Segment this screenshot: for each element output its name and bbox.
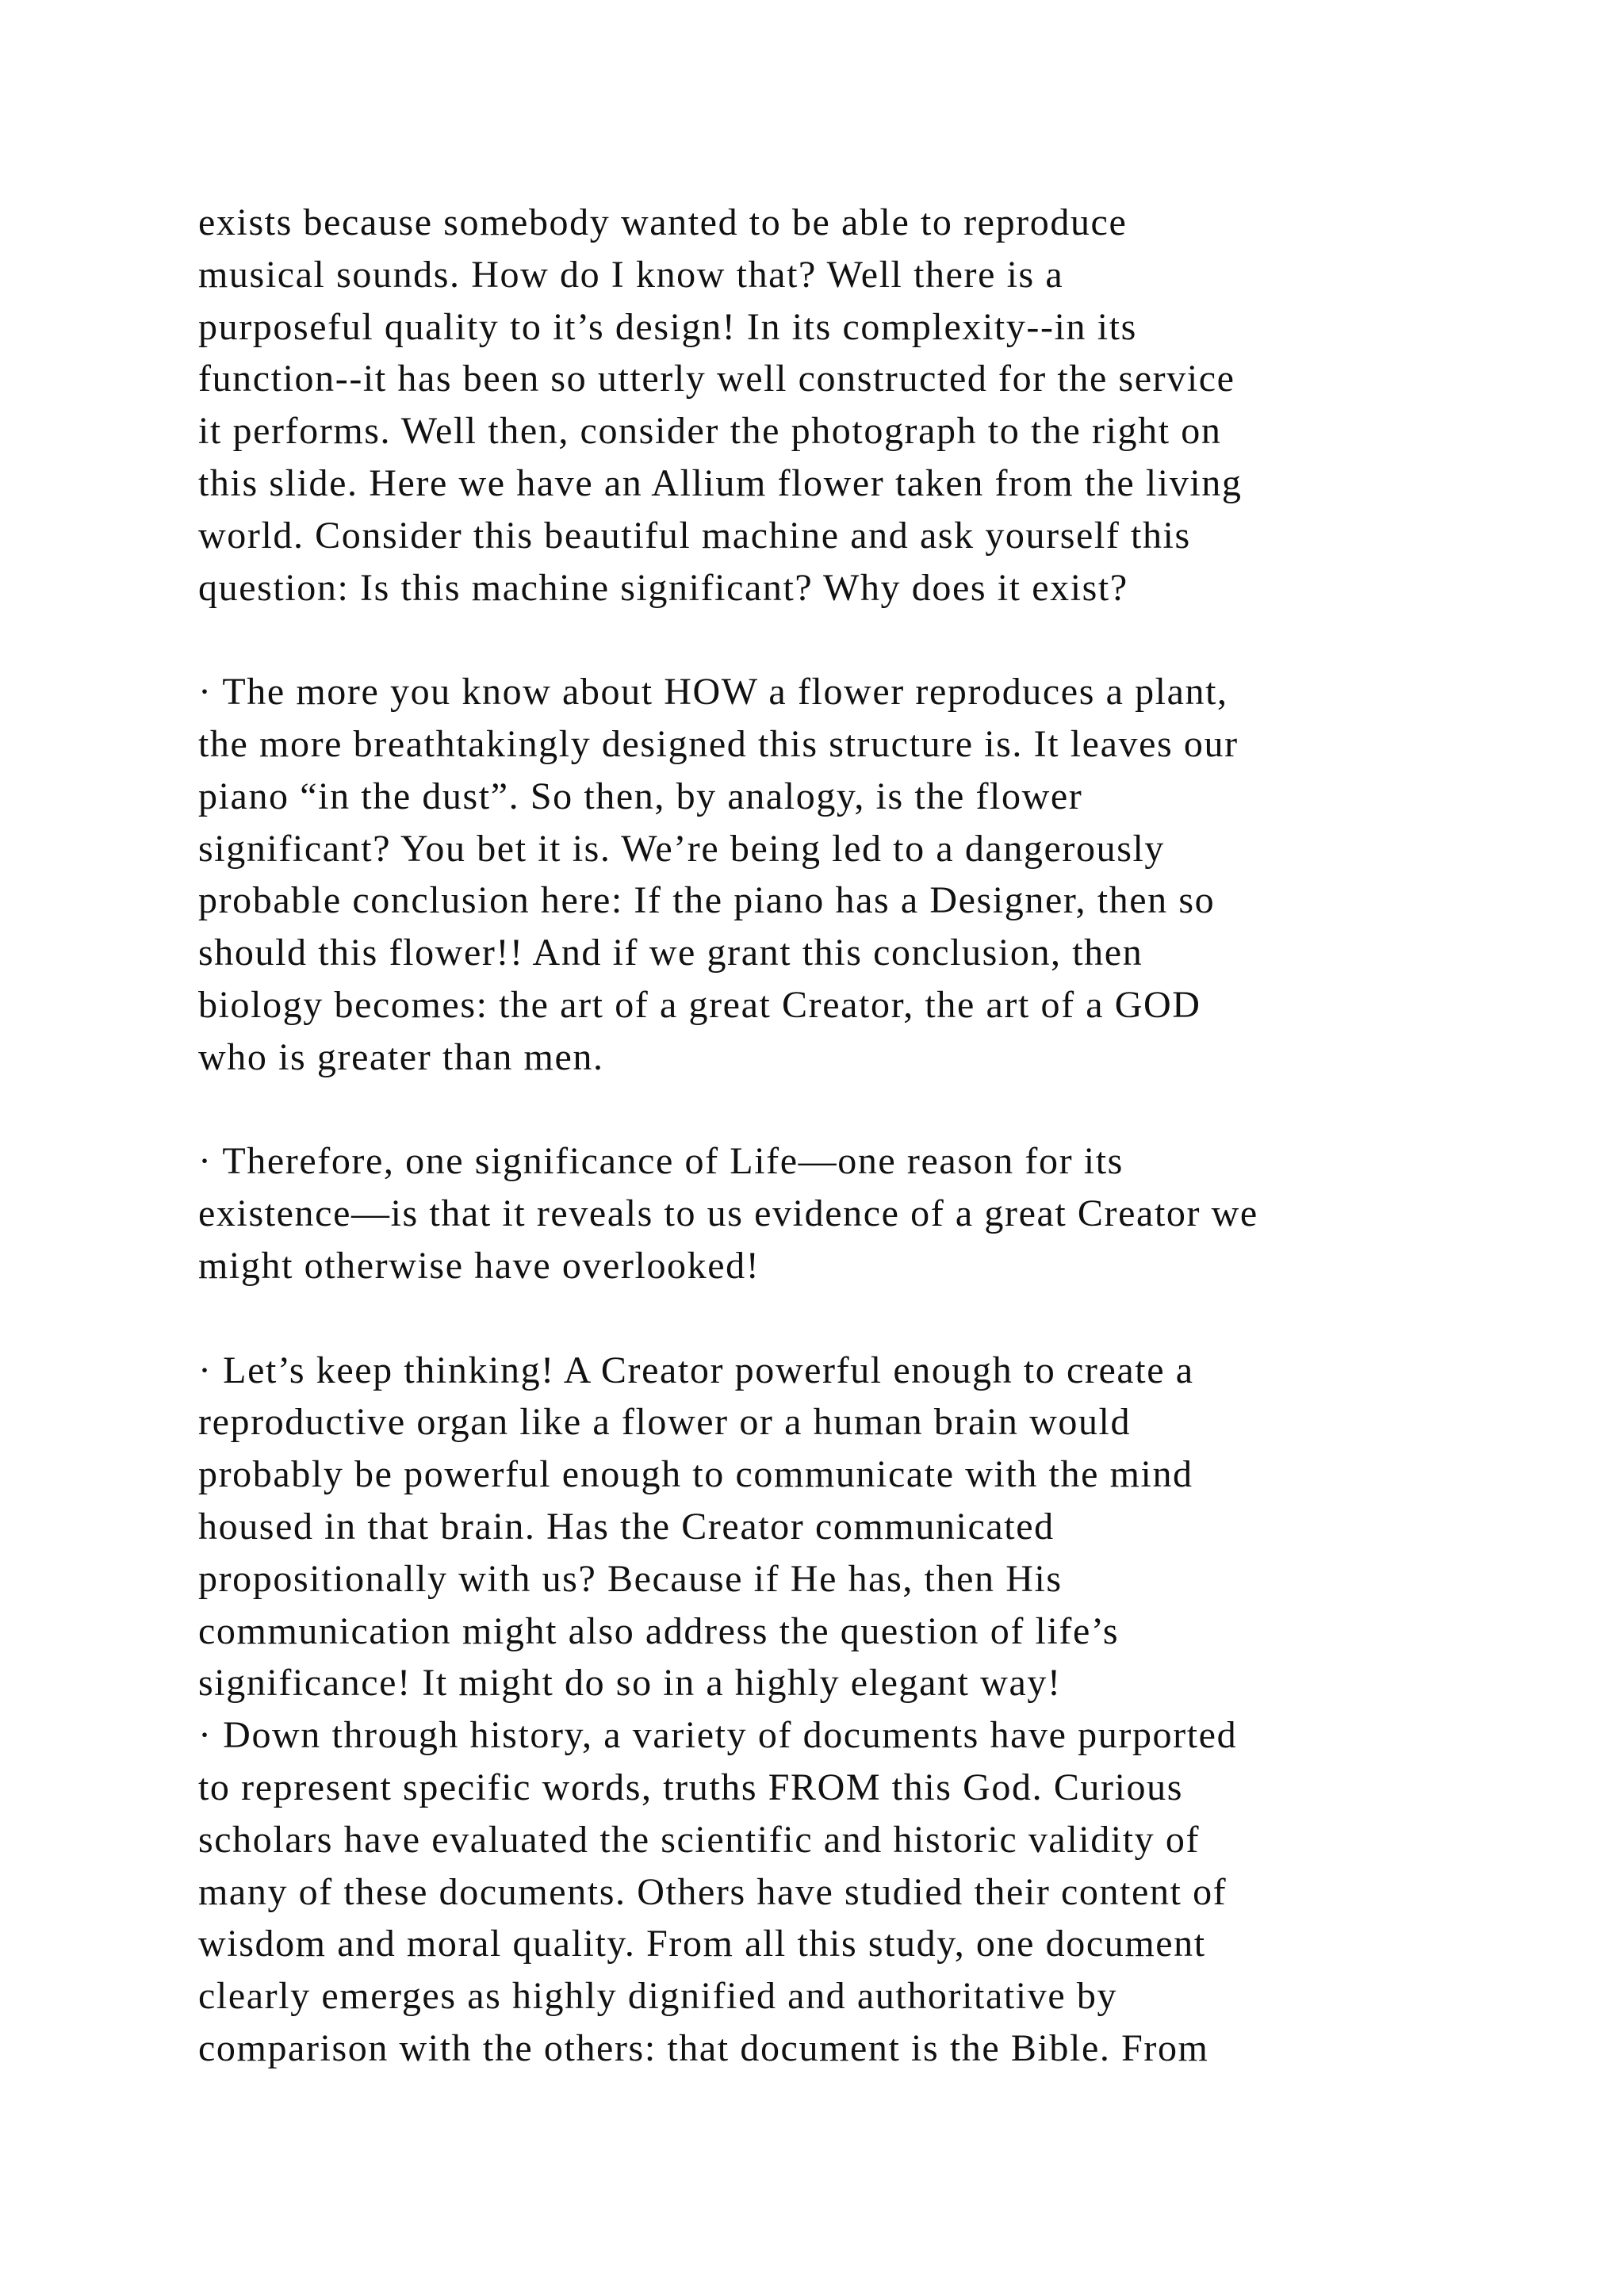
paragraph [198,1345,1483,1710]
paragraph [198,197,1483,614]
text-line: question: Is this machine significant? Why does it exist? [198,566,1128,609]
text-line: piano “in the dust”. So then, by analogy, is the flower [198,775,1083,817]
text-line: · Down through history, a variety of documents have purported [198,1714,1238,1757]
text-line: the more breathtakingly designed this structure is. It leaves our [198,722,1239,765]
text-line: this slide. Here we have an Allium flower taken from the living [198,461,1243,504]
text-line: existence—is that it reveals to us evidence of a great Creator we [198,1192,1258,1235]
text-line: clearly emerges as highly dignified and authoritative by [198,1975,1118,2018]
text-line: musical sounds. How do I know that? Well there is a [198,253,1064,296]
text-line: probable conclusion here: If the piano has a Designer, then so [198,879,1216,922]
text-line: to represent specific words, truths FROM this God. Curious [198,1766,1184,1808]
text-line: exists because somebody wanted to be able to reproduce [198,201,1128,243]
body-text [198,197,1483,2075]
text-line: significance! It might do so in a highly elegant way! [198,1662,1062,1705]
text-line: · Therefore, one significance of Life—one reason for its [198,1140,1124,1183]
text-line: · The more you know about HOW a flower reproduces a plant, [198,671,1228,714]
text-line: many of these documents. Others have studied their content of [198,1870,1228,1913]
text-line: significant? You bet it is. We’re being led to a dangerously [198,827,1166,870]
paragraph [198,666,1483,1083]
text-line: world. Consider this beautiful machine and ask yourself this [198,514,1191,557]
paragraph [198,1709,1483,2075]
text-line: scholars have evaluated the scientific and historic validity of [198,1818,1201,1861]
text-line: · Let’s keep thinking! A Creator powerful enough to create a [198,1349,1194,1391]
paragraph-gap [198,614,1483,666]
text-line: who is greater than men. [198,1035,604,1078]
paragraph-gap [198,1084,1483,1136]
text-line: should this flower!! And if we grant this conclusion, then [198,932,1143,974]
text-line: housed in that brain. Has the Creator communicated [198,1505,1055,1548]
text-line: purposeful quality to it’s design! In its complexity--in its [198,305,1137,348]
text-line: function--it has been so utterly well constructed for the service [198,358,1235,400]
text-line: probably be powerful enough to communicate with the mind [198,1453,1193,1496]
text-line: communication might also address the question of life’s [198,1609,1120,1652]
text-line: comparison with the others: that document is the Bible. From [198,2026,1209,2069]
text-line: biology becomes: the art of a great Creator, the art of a GOD [198,983,1201,1026]
paragraph [198,1135,1483,1292]
text-line: reproductive organ like a flower or a human brain would [198,1401,1132,1444]
paragraph-gap [198,1292,1483,1345]
text-line: might otherwise have overlooked! [198,1244,760,1287]
text-line: propositionally with us? Because if He has, then His [198,1557,1063,1600]
text-line: wisdom and moral quality. From all this study, one document [198,1923,1206,1965]
text-line: it performs. Well then, consider the photograph to the right on [198,410,1222,453]
